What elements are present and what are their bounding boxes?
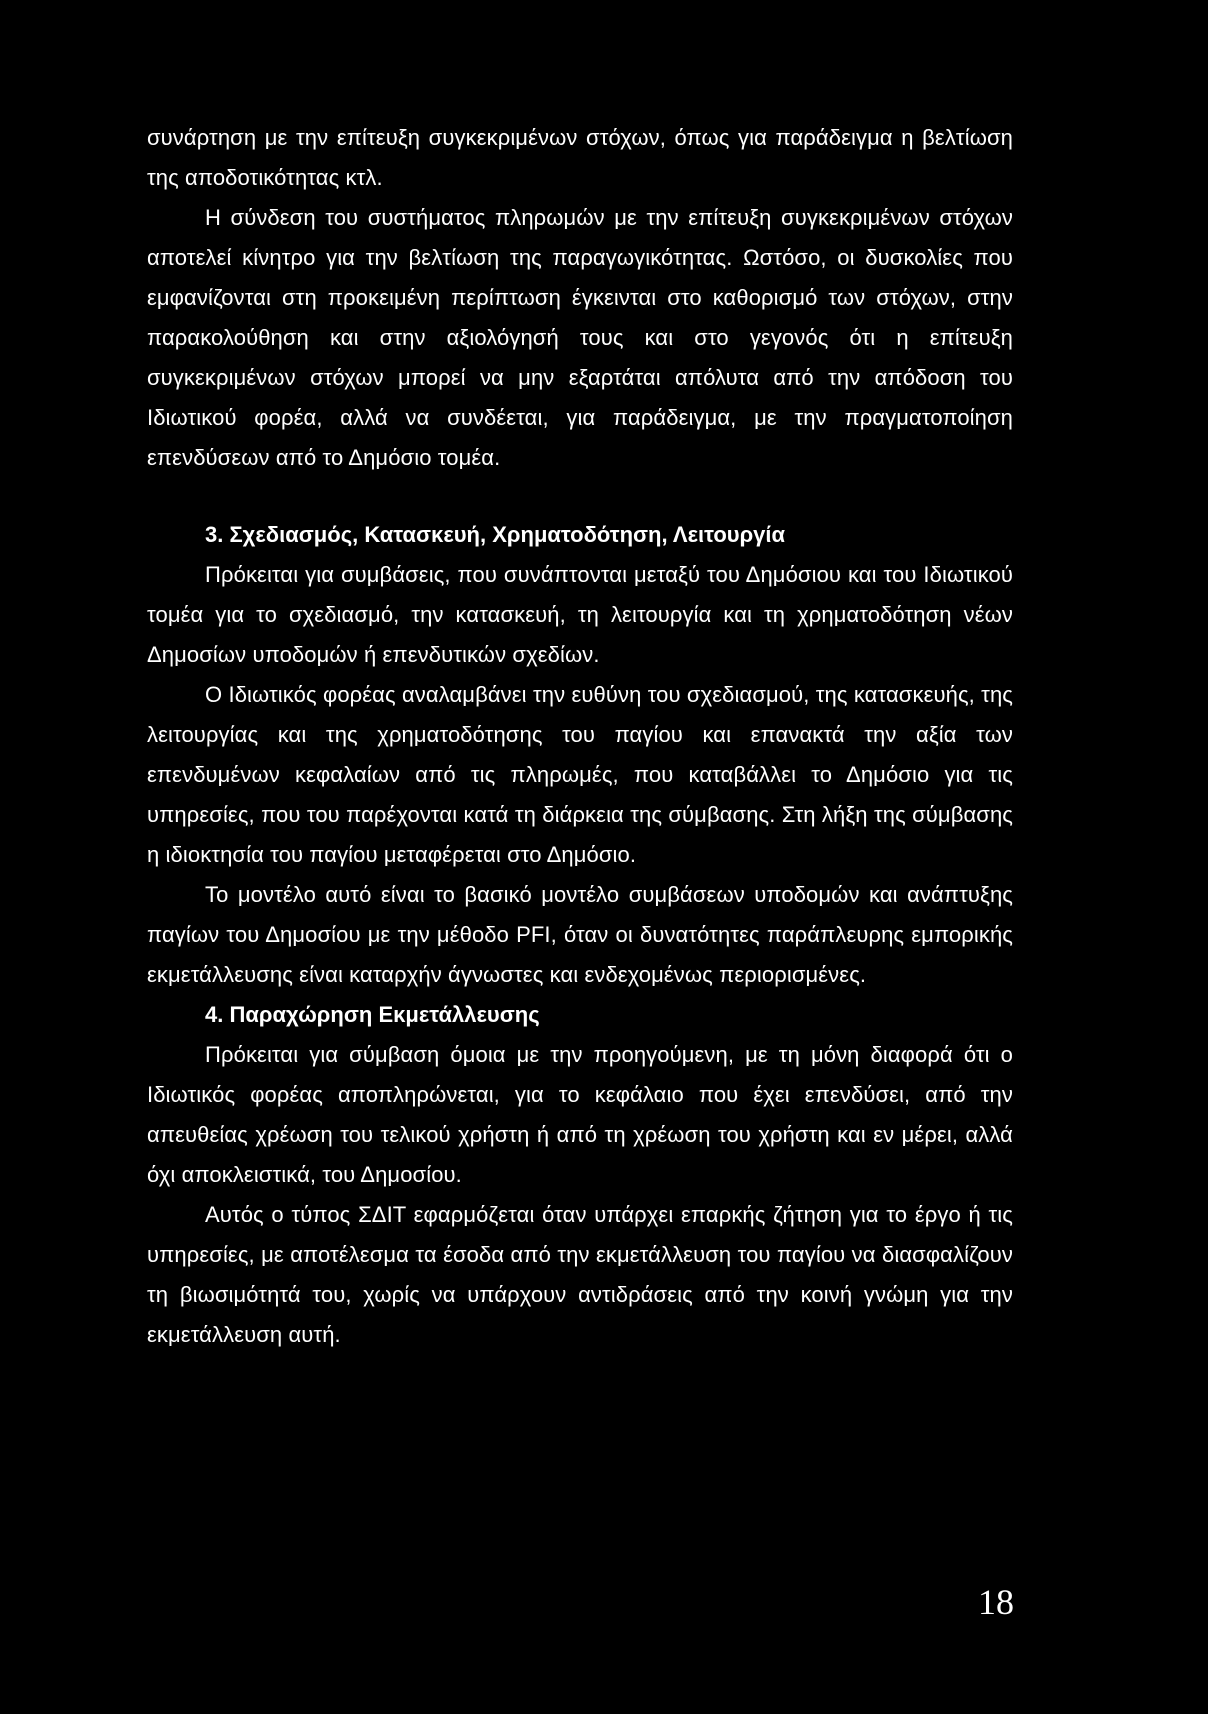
section-spacer — [147, 478, 1013, 515]
section-4-paragraph-2: Αυτός ο τύπος ΣΔΙΤ εφαρμόζεται όταν υπάρχει επαρκής ζήτηση για το έργο ή τις υπηρεσίες, με αποτέλεσμα τα έσοδα από την εκμετάλλευση του παγίου να διασφαλίζουν τη βιωσιμότητά του, χωρίς να υπάρχουν αντιδράσεις από την κοινή γνώμη για την εκμετάλλευση αυτή. — [147, 1202, 1013, 1347]
section-3-paragraph-1: Πρόκειται για συμβάσεις, που συνάπτονται μεταξύ του Δημόσιου και του Ιδιωτικού τομέα για το σχεδιασμό, την κατασκευή, τη λειτουργία και τη χρηματοδότηση νέων Δημοσίων υποδομών ή επενδυτικών σχεδίων. — [147, 562, 1013, 667]
paragraph-payment-system: Η σύνδεση του συστήματος πληρωμών με την επίτευξη συγκεκριμένων στόχων αποτελεί κίνητρο για την βελτίωση της παραγωγικότητας. Ωστόσο, οι δυσκολίες που εμφανίζονται στη προκειμένη περίπτωση έγκεινται στο καθορισμό των στόχων, στην παρακολούθηση και στην αξιολόγησή τους και στο γεγονός ότι η επίτευξη συγκεκριμένων στόχων μπορεί να μην εξαρτάται απόλυτα από την απόδοση του Ιδιωτικού φορέα, αλλά να συνδέεται, για παράδειγμα, με την πραγματοποίηση επενδύσεων από το Δημόσιο τομέα. — [147, 205, 1013, 470]
page-number: 18 — [978, 1582, 1014, 1622]
section-4-heading: 4. Παραχώρηση Εκμετάλλευσης — [205, 1002, 540, 1027]
section-4-paragraph-1: Πρόκειται για σύμβαση όμοια με την προηγούμενη, με τη μόνη διαφορά ότι ο Ιδιωτικός φορέας αποπληρώνεται, για το κεφάλαιο που έχει επενδύσει, από την απευθείας χρέωση του τελικού χρήστη ή από τη χρέωση του χρήστη και εν μέρει, αλλά όχι αποκλειστικά, του Δημοσίου. — [147, 1042, 1013, 1187]
paragraph-intro-continuation: συνάρτηση με την επίτευξη συγκεκριμένων στόχων, όπως για παράδειγμα η βελτίωση της αποδοτικότητας κτλ. — [147, 125, 1013, 190]
document-page — [147, 118, 1013, 1355]
section-3-paragraph-2: Ο Ιδιωτικός φορέας αναλαμβάνει την ευθύνη του σχεδιασμού, της κατασκευής, της λειτουργίας και της χρηματοδότησης του παγίου και επανακτά την αξία των επενδυμένων κεφαλαίων από τις πληρωμές, που καταβάλλει το Δημόσιο για τις υπηρεσίες, που του παρέχονται κατά τη διάρκεια της σύμβασης. Στη λήξη της σύμβασης η ιδιοκτησία του παγίου μεταφέρεται στο Δημόσιο. — [147, 682, 1013, 867]
section-3-paragraph-3: Το μοντέλο αυτό είναι το βασικό μοντέλο συμβάσεων υποδομών και ανάπτυξης παγίων του Δημοσίου με την μέθοδο PFI, όταν οι δυνατότητες παράπλευρης εμπορικής εκμετάλλευσης είναι καταρχήν άγνωστες και ενδεχομένως περιορισμένες. — [147, 882, 1013, 987]
section-3-heading: 3. Σχεδιασμός, Κατασκευή, Χρηματοδότηση, Λειτουργία — [205, 522, 786, 547]
